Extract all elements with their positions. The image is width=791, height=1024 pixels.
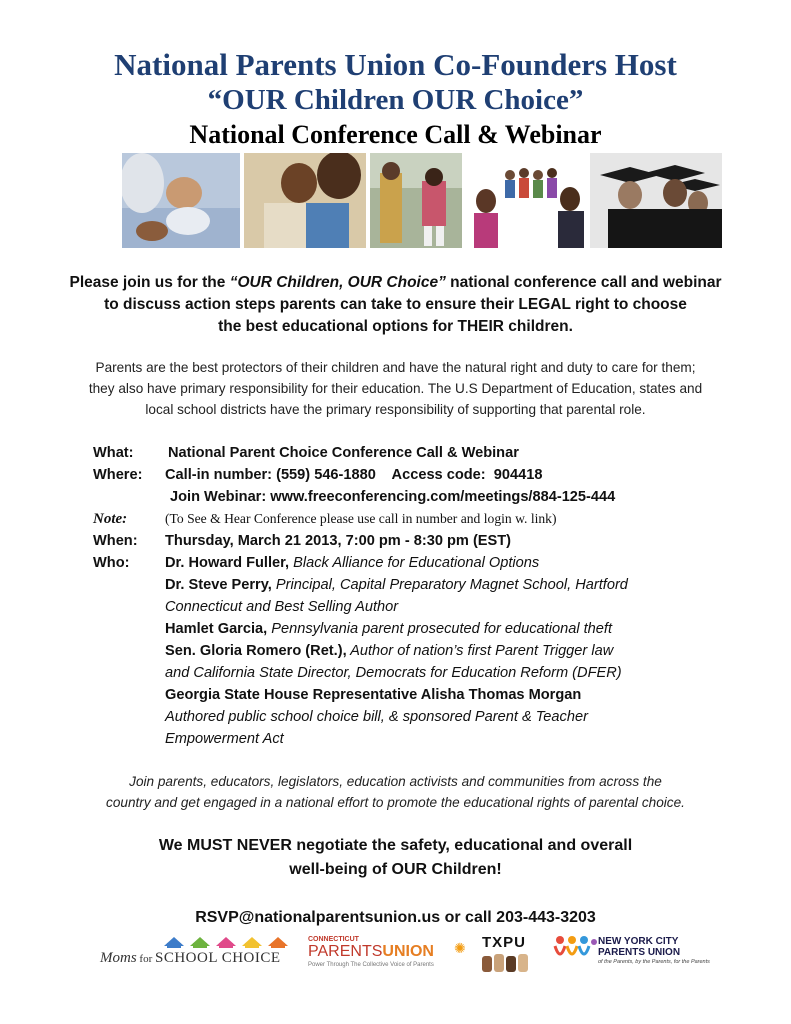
rsvp-contact[interactable]: RSVP@nationalparentsunion.us or call 203-443-3203 — [195, 909, 596, 926]
webinar-link[interactable]: Join Webinar: www.freeconferencing.com/meetings/884-125-444 — [170, 489, 616, 505]
title-line-2: “OUR Children OUR Choice” — [207, 84, 584, 116]
paragraph-line-3: local school districts have the primary responsibility of supporting that parental role. — [145, 402, 646, 417]
when-label: When: — [93, 533, 138, 549]
photo-walking-kids — [370, 153, 462, 248]
speaker-romero: Sen. Gloria Romero (Ret.), Author of nation’s first Parent Trigger law — [165, 643, 614, 659]
speaker-romero-line-2: and California State Director, Democrats for Education Reform (DFER) — [165, 665, 622, 681]
closing-line-1: Join parents, educators, legislators, education activists and communities from across the — [129, 774, 662, 789]
title-line-1: National Parents Union Co-Founders Host — [114, 47, 677, 82]
note-value: (To See & Hear Conference please use call in number and login w. link) — [165, 511, 557, 526]
note-label: Note: — [93, 511, 128, 527]
logo-moms-for-school-choice: Moms for SCHOOL CHOICE — [100, 934, 300, 974]
logo-ct-parents-union: CONNECTICUT PARENTSUNION Power Through The Collective Voice of Parents ✺ — [308, 936, 466, 968]
photo-baby — [122, 153, 240, 248]
what-label: What: — [93, 445, 134, 461]
houses-icon — [162, 934, 300, 948]
paragraph-line-1: Parents are the best protectors of their children and have the natural right and duty to care for them; — [95, 360, 696, 375]
intro-line-1: Please join us for the “OUR Children, OUR Choice” national conference call and webinar — [69, 274, 722, 291]
intro-line-3: the best educational options for THEIR children. — [218, 318, 573, 335]
must-line-1: We MUST NEVER negotiate the safety, educational and overall — [158, 837, 633, 854]
speaker-perry: Dr. Steve Perry, Principal, Capital Preparatory Magnet School, Hartford — [165, 577, 628, 593]
logo-txpu: TXPU — [480, 934, 540, 974]
closing-line-2: country and get engaged in a national effort to promote the educational rights of parental choice. — [106, 795, 685, 810]
hands-icon — [480, 952, 538, 972]
sponsor-logos — [100, 934, 710, 974]
subtitle: National Conference Call & Webinar — [189, 120, 602, 149]
paragraph-line-2: they also have primary responsibility for their education. The U.S Department of Education, states and — [88, 381, 703, 396]
speaker-fuller: Dr. Howard Fuller, Black Alliance for Educational Options — [165, 555, 540, 571]
intro-line-2: to discuss action steps parents can take to ensure their LEGAL right to choose — [104, 296, 687, 313]
photo-reading — [244, 153, 366, 248]
campaign-name: “OUR Children, OUR Choice” — [229, 274, 446, 291]
speaker-morgan-line-3: Empowerment Act — [165, 731, 284, 747]
figures-icon — [552, 934, 598, 964]
logo-nyc-parents-union: NEW YORK CITY PARENTS UNION of the Parents, by the Parents, for the Parents — [552, 934, 700, 974]
what-value: National Parent Choice Conference Call & Webinar — [168, 445, 519, 461]
where-value: Call-in number: (559) 546-1880 Access code: 904418 — [165, 467, 543, 483]
when-value: Thursday, March 21 2013, 7:00 pm - 8:30 pm (EST) — [165, 533, 512, 549]
sparkle-icon: ✺ — [454, 940, 466, 956]
speaker-morgan-line-2: Authored public school choice bill, & sponsored Parent & Teacher — [165, 709, 588, 725]
speaker-perry-line-2: Connecticut and Best Selling Author — [165, 599, 399, 615]
photo-graduates — [590, 153, 722, 248]
photo-strip — [122, 153, 722, 248]
photo-children-group — [466, 153, 586, 248]
speaker-morgan: Georgia State House Representative Alisha Thomas Morgan — [165, 687, 582, 703]
speaker-garcia: Hamlet Garcia, Pennsylvania parent prosecuted for educational theft — [165, 621, 613, 637]
who-label: Who: — [93, 555, 130, 571]
where-label: Where: — [93, 467, 143, 483]
must-line-2: well-being of OUR Children! — [289, 861, 502, 878]
